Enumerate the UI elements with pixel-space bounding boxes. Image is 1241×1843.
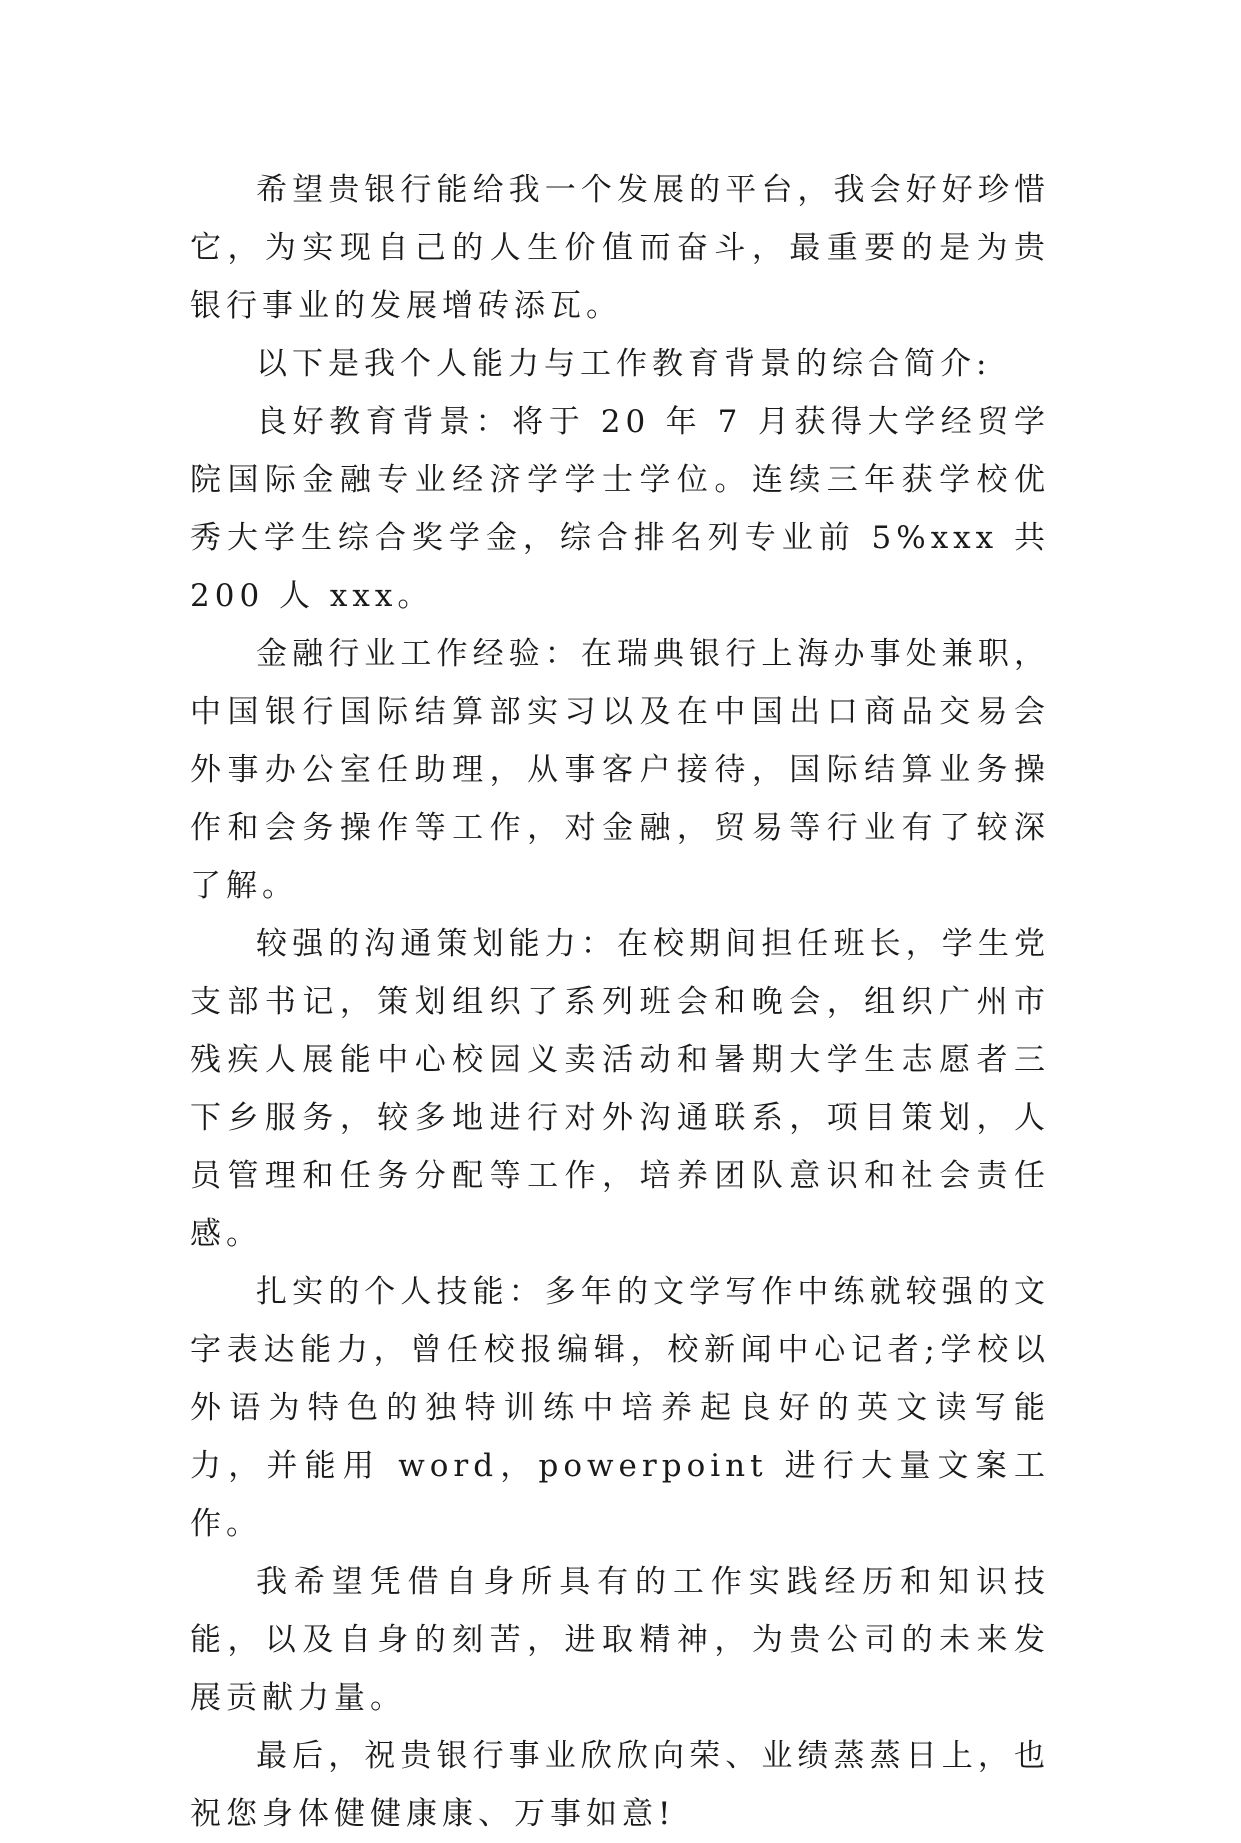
paragraph-intro: 以下是我个人能力与工作教育背景的综合简介: (256, 346, 992, 382)
letter-body (190, 161, 1050, 1843)
paragraph-skills: 扎实的个人技能：多年的文学写作中练就较强的文字表达能力，曾任校报编辑，校新闻中心记者;学校以外语为特色的独特训练中培养起良好的英文读写能力，并能用 word，powerpoint 进行大量文案工作。 (190, 1274, 1050, 1542)
paragraph-closing: 最后，祝贵银行事业欣欣向荣、业绩蒸蒸日上，也祝您身体健健康康、万事如意! (190, 1738, 1050, 1832)
paragraph-education: 良好教育背景：将于 20 年 7 月获得大学经贸学院国际金融专业经济学学士学位。连续三年获学校优秀大学生综合奖学金，综合排名列专业前 5%xxx 共 200 人 xxx。 (190, 404, 1050, 614)
paragraph-aspiration: 我希望凭借自身所具有的工作实践经历和知识技能，以及自身的刻苦，进取精神，为贵公司的未来发展贡献力量。 (190, 1564, 1050, 1716)
paragraph-communication: 较强的沟通策划能力：在校期间担任班长，学生党支部书记，策划组织了系列班会和晚会，组织广州市残疾人展能中心校园义卖活动和暑期大学生志愿者三下乡服务，较多地进行对外沟通联系，项目策划，人员管理和任务分配等工作，培养团队意识和社会责任感。 (190, 926, 1050, 1252)
paragraph-platform-hope: 希望贵银行能给我一个发展的平台，我会好好珍惜它，为实现自己的人生价值而奋斗，最重要的是为贵银行事业的发展增砖添瓦。 (190, 172, 1050, 324)
paragraph-work-experience: 金融行业工作经验：在瑞典银行上海办事处兼职，中国银行国际结算部实习以及在中国出口商品交易会外事办公室任助理，从事客户接待，国际结算业务操作和会务操作等工作，对金融，贸易等行业有了较深了解。 (190, 636, 1050, 904)
